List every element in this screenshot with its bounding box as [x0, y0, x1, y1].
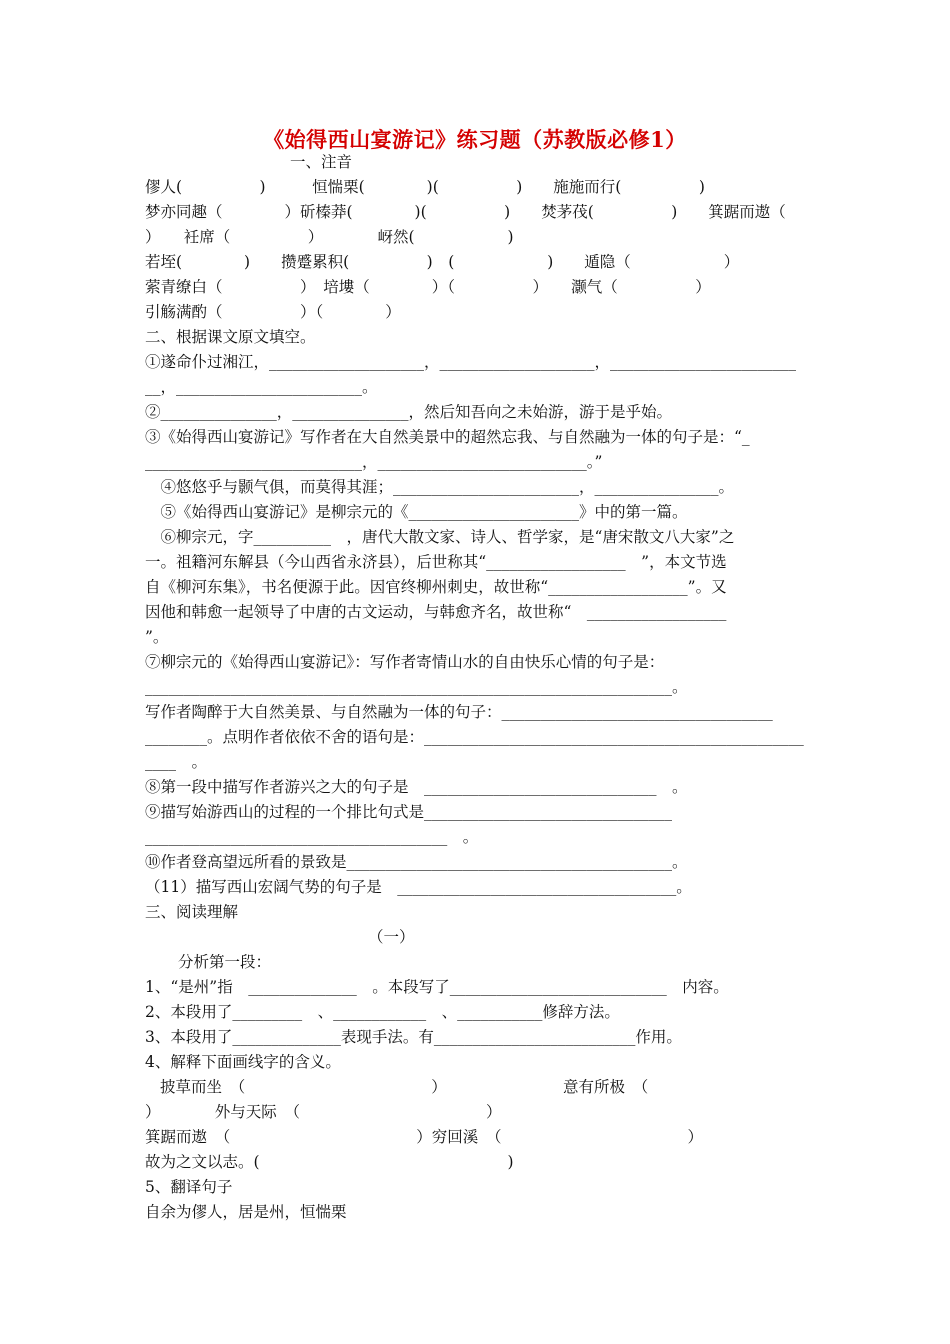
reading-intro: 分析第一段： — [178, 953, 272, 971]
pinyin-line: 若垤( ) 攒蹙累积( ) ( ) 遁隐（ ） — [145, 253, 740, 271]
fill-line: 因他和韩愈一起领导了中唐的古文运动，与韩愈齐名，故世称“ __________________ — [145, 603, 727, 621]
fill-line: _______________________________________ 。 — [145, 828, 479, 846]
fill-line: 一。祖籍河东解县（今山西省永济县），后世称其“__________________ ”，本文节选 — [145, 553, 727, 571]
question-line: 3、本段用了______________表现手法。有__________________________作用。 — [145, 1028, 682, 1046]
question-line: ） 外与天际 （ ） — [145, 1103, 502, 1121]
pinyin-line: ） 衽席（ ） 岈然( ) — [145, 228, 514, 246]
fill-line: ④悠悠乎与颢气俱，而莫得其涯；________________________，________________。 — [145, 478, 735, 496]
fill-line: ____________________________，___________________________。” — [145, 453, 603, 471]
question-line: 1、“是州”指 ______________ 。本段写了____________________________ 内容。 — [145, 978, 729, 996]
pinyin-line: 引觞满酌（ ）（ ） — [145, 303, 401, 321]
fill-line: __，________________________。 — [145, 378, 378, 396]
fill-line: ⑩作者登高望远所看的景致是__________________________________________。 — [145, 853, 688, 871]
fill-line: ①遂命仆过湘江，____________________，____________________，________________________ — [145, 353, 797, 371]
fill-line: ③《始得西山宴游记》写作者在大自然美景中的超然忘我、与自然融为一体的句子是：“_ — [145, 428, 750, 446]
fill-line: ②_______________，_______________，然后知吾向之未始游，游于是乎始。 — [145, 403, 673, 421]
pinyin-line: 萦青缭白（ ） 培塿（ ）（ ） 灏气（ ） — [145, 278, 711, 296]
fill-line: 写作者陶醉于大自然美景、与自然融为一体的句子：___________________________________ — [145, 703, 773, 721]
reading-part-label: （一） — [368, 928, 415, 946]
question-line: 箕踞而遨 （ ）穷回溪 （ ） — [145, 1128, 704, 1146]
fill-line: ⑤《始得西山宴游记》是柳宗元的《______________________》中的第一篇。 — [145, 503, 688, 521]
question-line: 披草而坐 （ ） 意有所极 （ — [160, 1078, 649, 1096]
fill-line: （11）描写西山宏阔气势的句子是 ____________________________________。 — [145, 878, 692, 896]
section-reading-heading: 三、阅读理解 — [145, 903, 239, 921]
fill-line: 自《柳河东集》，书名便源于此。因官终柳州刺史，故世称“__________________”。又 — [145, 578, 727, 596]
question-line: 故为之文以志。( ) — [145, 1153, 514, 1171]
fill-line: ________。点明作者依依不舍的语句是：_________________________________________________ — [145, 728, 804, 746]
pinyin-line: 僇人( ) 恒惴栗( )( ) 施施而行( ) — [145, 178, 705, 196]
fill-line: ”。 — [145, 628, 169, 646]
section-pinyin-heading: 一、注音 — [290, 153, 353, 171]
question-line: 5、翻译句子 — [145, 1178, 233, 1196]
fill-line: ____________________________________________________________________。 — [145, 678, 688, 696]
question-line: 2、本段用了_________ 、____________ 、___________修辞方法。 — [145, 1003, 620, 1021]
page-title: 《始得西山宴游记》练习题（苏教版必修1） — [263, 127, 687, 152]
section-fill-heading: 二、根据课文原文填空。 — [145, 328, 316, 346]
fill-line: ⑥柳宗元，字__________ ，唐代大散文家、诗人、哲学家，是“唐宋散文八大家”之 — [145, 528, 735, 546]
question-line: 自余为僇人，居是州，恒惴栗 — [145, 1203, 347, 1221]
pinyin-line: 梦亦同趣（ ）斫榛莽( )( ) 焚茅茷( ) 箕踞而遨（ — [145, 203, 786, 221]
question-line: 4、解释下面画线字的含义。 — [145, 1053, 341, 1071]
fill-line: ⑦柳宗元的《始得西山宴游记》：写作者寄情山水的自由快乐心情的句子是： — [145, 653, 665, 671]
fill-line: ____ 。 — [145, 753, 208, 771]
fill-line: ⑨描写始游西山的过程的一个排比句式是________________________________ — [145, 803, 673, 821]
fill-line: ⑧第一段中描写作者游兴之大的句子是 ______________________________ 。 — [145, 778, 688, 796]
